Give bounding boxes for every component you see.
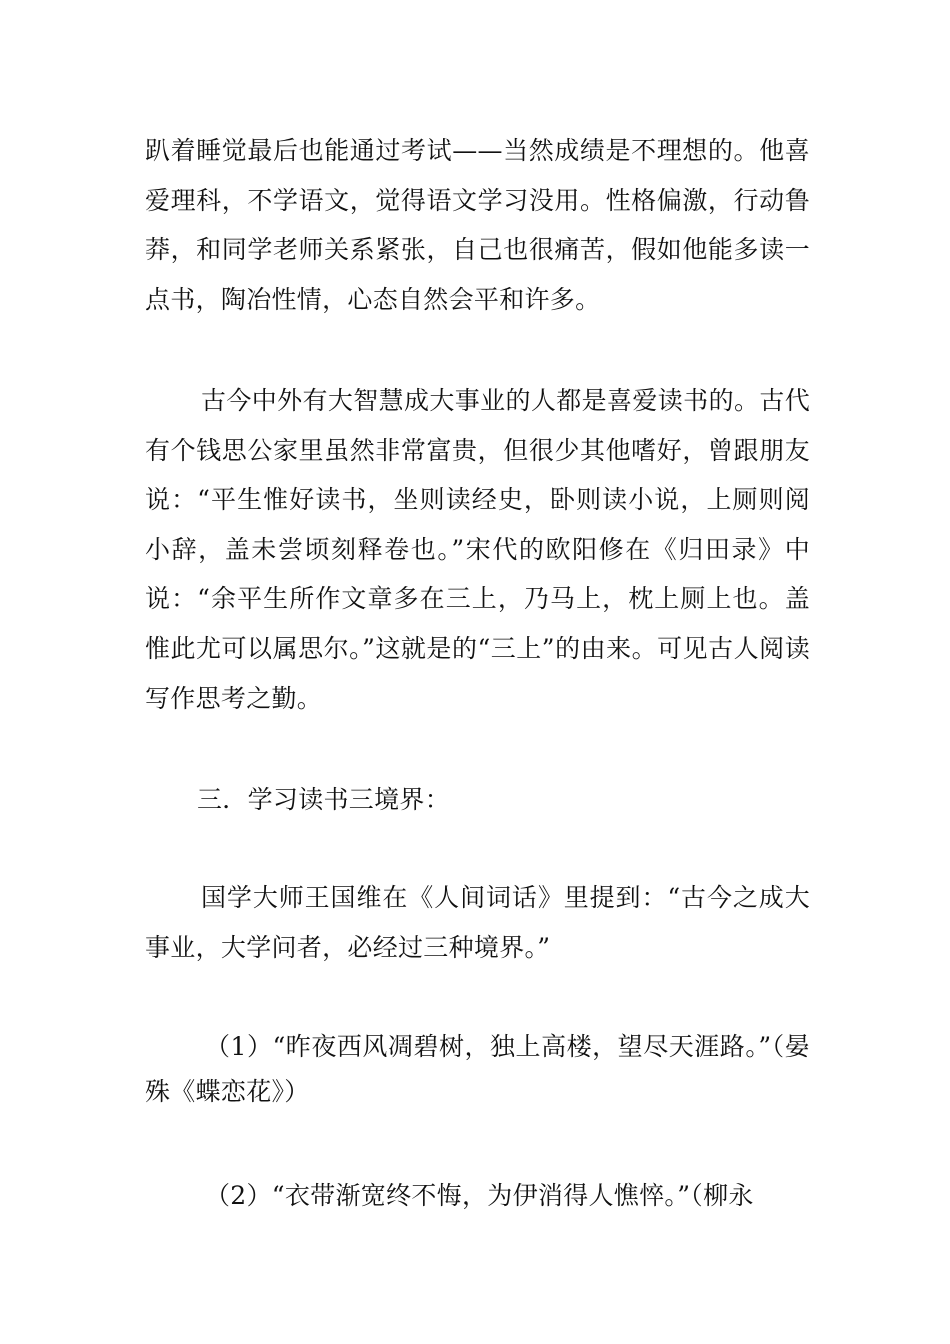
paragraph-continuation: 趴着睡觉最后也能通过考试——当然成绩是不理想的。他喜爱理科，不学语文，觉得语文学习没用。性格偏激，行动鲁莽，和同学老师关系紧张，自己也很痛苦，假如他能多读一点书，陶冶性情，心态自然会平和许多。 [145, 136, 810, 314]
paragraph-wang-guowei: 国学大师王国维在《人间词话》里提到：“古今之成大事业，大学问者，必经过三种境界。” [145, 883, 810, 962]
list-item-realm-1: （1）“昨夜西风凋碧树，独上高楼，望尽天涯路。”（晏殊《蝶恋花》） [145, 1032, 810, 1106]
list-item-realm-2: （2）“衣带渐宽终不悔，为伊消得人憔悴。”（柳永 [205, 1181, 754, 1210]
paragraph-ancient-readers: 古今中外有大智慧成大事业的人都是喜爱读书的。古代有个钱思公家里虽然非常富贵，但很少其他嗜好，曾跟朋友说：“平生惟好读书，坐则读经史，卧则读小说，上厕则阅小辞，盖未尝顷刻释卷也。”宋代的欧阳修在《归田录》中说：“余平生所作文章多在三上，乃马上，枕上厕上也。盖惟此尤可以属思尔。”这就是的“三上”的由来。可见古人阅读写作思考之勤。 [145, 386, 810, 713]
section-heading-three-realms: 三．学习读书三境界： [197, 785, 451, 814]
